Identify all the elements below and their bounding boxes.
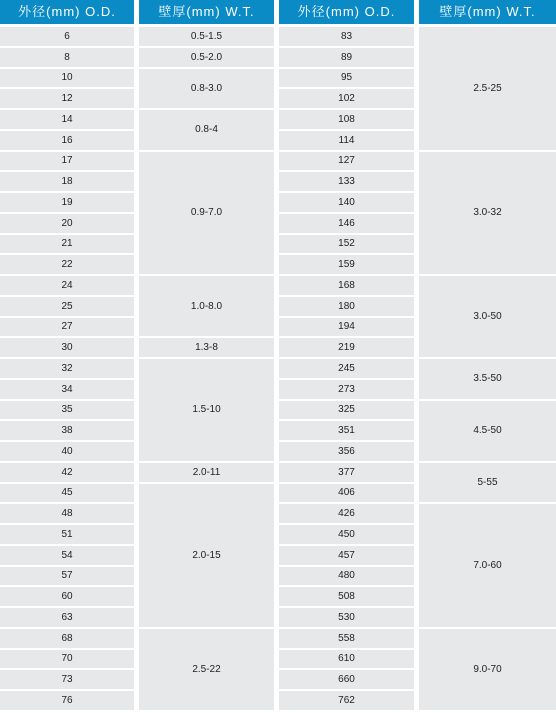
od-cell: 273 <box>279 380 414 399</box>
od-cell: 356 <box>279 442 414 461</box>
od-cell: 530 <box>279 608 414 627</box>
od-cell: 48 <box>0 504 134 523</box>
od-cell: 35 <box>0 401 134 420</box>
od-cell: 18 <box>0 172 134 191</box>
header-left-wt: 壁厚(mm) W.T. <box>139 0 274 24</box>
od-cell: 95 <box>279 69 414 88</box>
od-cell: 610 <box>279 650 414 669</box>
wt-cell: 2.0-11 <box>139 463 274 482</box>
od-cell: 168 <box>279 276 414 295</box>
od-cell: 14 <box>0 110 134 129</box>
od-cell: 89 <box>279 48 414 67</box>
od-cell: 19 <box>0 193 134 212</box>
od-cell: 16 <box>0 131 134 150</box>
od-cell: 325 <box>279 401 414 420</box>
od-cell: 140 <box>279 193 414 212</box>
wt-cell: 0.8-3.0 <box>139 69 274 109</box>
wt-cell: 0.5-1.5 <box>139 27 274 46</box>
header-right-od: 外径(mm) O.D. <box>279 0 414 24</box>
od-cell: 102 <box>279 89 414 108</box>
od-cell: 180 <box>279 297 414 316</box>
wt-cell: 9.0-70 <box>419 629 556 710</box>
od-cell: 27 <box>0 318 134 337</box>
od-cell: 146 <box>279 214 414 233</box>
od-cell: 194 <box>279 318 414 337</box>
od-cell: 17 <box>0 152 134 171</box>
od-cell: 245 <box>279 359 414 378</box>
header-left-od: 外径(mm) O.D. <box>0 0 134 24</box>
od-cell: 32 <box>0 359 134 378</box>
od-cell: 127 <box>279 152 414 171</box>
od-cell: 38 <box>0 421 134 440</box>
od-cell: 219 <box>279 338 414 357</box>
od-cell: 558 <box>279 629 414 648</box>
od-cell: 25 <box>0 297 134 316</box>
wt-cell: 0.9-7.0 <box>139 152 274 275</box>
wt-cell: 2.5-25 <box>419 27 556 150</box>
wt-cell: 0.5-2.0 <box>139 48 274 67</box>
od-cell: 54 <box>0 546 134 565</box>
od-cell: 426 <box>279 504 414 523</box>
od-cell: 12 <box>0 89 134 108</box>
od-cell: 21 <box>0 235 134 254</box>
wt-cell: 2.0-15 <box>139 484 274 627</box>
od-cell: 20 <box>0 214 134 233</box>
wt-cell: 3.0-32 <box>419 152 556 275</box>
header-right-wt: 壁厚(mm) W.T. <box>419 0 556 24</box>
od-cell: 152 <box>279 235 414 254</box>
od-cell: 114 <box>279 131 414 150</box>
od-cell: 762 <box>279 691 414 710</box>
wt-cell: 2.5-22 <box>139 629 274 710</box>
od-cell: 159 <box>279 255 414 274</box>
wt-cell: 1.5-10 <box>139 359 274 461</box>
wt-cell: 3.5-50 <box>419 359 556 399</box>
od-cell: 68 <box>0 629 134 648</box>
wt-cell: 4.5-50 <box>419 401 556 461</box>
od-cell: 660 <box>279 670 414 689</box>
od-cell: 40 <box>0 442 134 461</box>
wt-cell: 1.0-8.0 <box>139 276 274 336</box>
od-cell: 8 <box>0 48 134 67</box>
wt-cell: 3.0-50 <box>419 276 556 357</box>
od-cell: 83 <box>279 27 414 46</box>
wt-cell: 1.3-8 <box>139 338 274 357</box>
od-cell: 480 <box>279 567 414 586</box>
od-cell: 22 <box>0 255 134 274</box>
wt-cell: 5-55 <box>419 463 556 503</box>
od-cell: 6 <box>0 27 134 46</box>
wt-cell: 0.8-4 <box>139 110 274 150</box>
od-cell: 70 <box>0 650 134 669</box>
od-cell: 42 <box>0 463 134 482</box>
od-cell: 51 <box>0 525 134 544</box>
od-cell: 351 <box>279 421 414 440</box>
od-cell: 76 <box>0 691 134 710</box>
od-cell: 450 <box>279 525 414 544</box>
od-cell: 63 <box>0 608 134 627</box>
od-cell: 45 <box>0 484 134 503</box>
od-cell: 133 <box>279 172 414 191</box>
od-cell: 73 <box>0 670 134 689</box>
od-cell: 57 <box>0 567 134 586</box>
od-cell: 108 <box>279 110 414 129</box>
od-cell: 457 <box>279 546 414 565</box>
wt-cell: 7.0-60 <box>419 504 556 627</box>
od-cell: 406 <box>279 484 414 503</box>
od-cell: 24 <box>0 276 134 295</box>
od-cell: 30 <box>0 338 134 357</box>
od-cell: 508 <box>279 587 414 606</box>
od-cell: 10 <box>0 69 134 88</box>
od-cell: 60 <box>0 587 134 606</box>
od-cell: 377 <box>279 463 414 482</box>
od-cell: 34 <box>0 380 134 399</box>
